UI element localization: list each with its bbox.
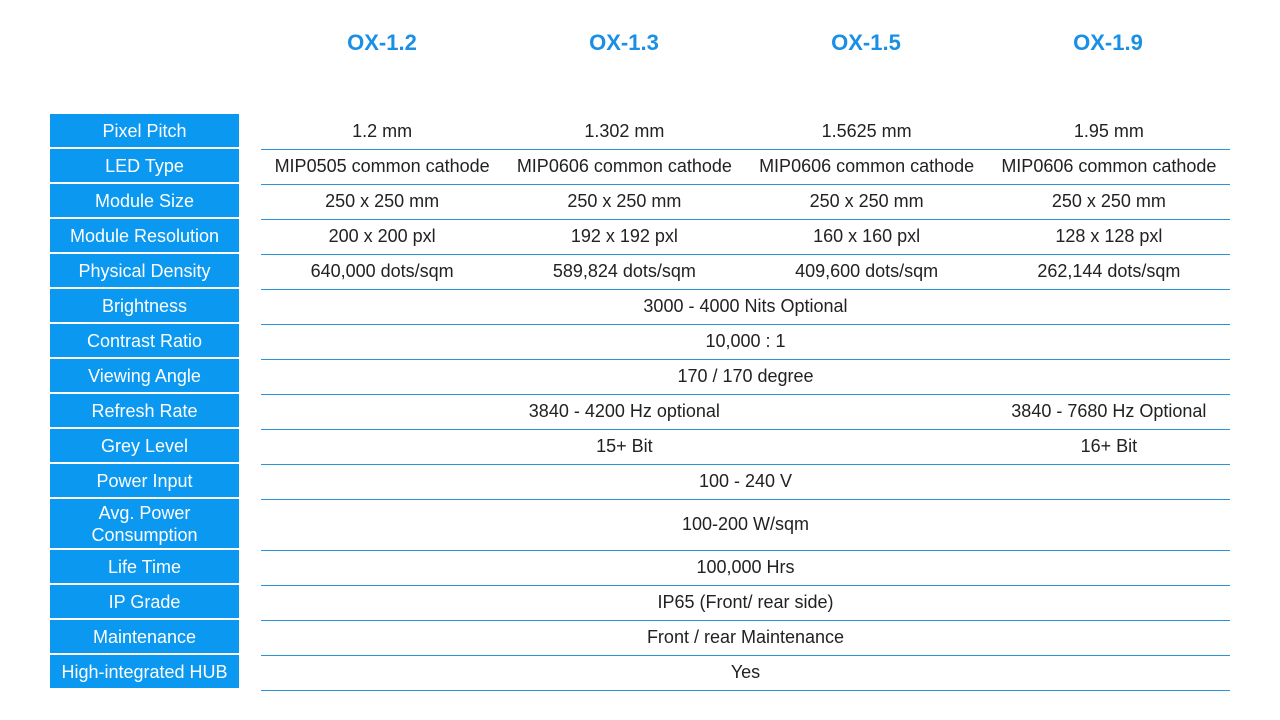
cell-pixel-pitch: 1.95 mm [1073, 121, 1144, 141]
cell-led-type: MIP0606 common cathode [759, 156, 975, 176]
cell-ip-grade: IP65 (Front/ rear side) [657, 592, 834, 612]
cell-grey-level: 15+ Bit [596, 436, 653, 456]
cell-physical-density: 262,144 dots/sqm [1037, 261, 1181, 281]
cell-module-size: 250 x 250 mm [325, 191, 440, 211]
cell-brightness: 3000 - 4000 Nits Optional [643, 296, 848, 316]
cell-physical-density: 409,600 dots/sqm [795, 261, 939, 281]
row-label-physical-density: Physical Density [50, 254, 239, 287]
model-title-ox-1-9: OX-1.9 [1073, 30, 1143, 55]
cell-power-input: 100 - 240 V [698, 471, 793, 491]
cell-refresh-rate: 3840 - 4200 Hz optional [528, 401, 720, 421]
row-label-line: Avg. Power [98, 502, 191, 523]
cell-refresh-rate: 3840 - 7680 Hz Optional [1011, 401, 1207, 421]
model-title-ox-1-3: OX-1.3 [589, 30, 659, 55]
row-label-power-input: Power Input [50, 464, 239, 497]
row-label-led-type: LED Type [50, 149, 239, 182]
cell-high-integrated-hub: Yes [730, 662, 761, 682]
row-label-avg-power-consumption [50, 499, 239, 548]
cell-avg-power-consumption: 100-200 W/sqm [681, 514, 810, 534]
row-label-grey-level: Grey Level [50, 429, 239, 462]
cell-module-resolution: 192 x 192 pxl [570, 226, 678, 246]
row-label-pixel-pitch: Pixel Pitch [50, 114, 239, 147]
cell-pixel-pitch: 1.5625 mm [821, 121, 912, 141]
cell-maintenance: Front / rear Maintenance [646, 627, 845, 647]
row-label-high-integrated-hub: High-integrated HUB [50, 655, 239, 688]
cell-module-size: 250 x 250 mm [567, 191, 682, 211]
cell-pixel-pitch: 1.302 mm [584, 121, 665, 141]
row-label-contrast-ratio: Contrast Ratio [50, 324, 239, 357]
model-title-ox-1-5: OX-1.5 [831, 30, 901, 55]
row-label-brightness: Brightness [50, 289, 239, 322]
cell-viewing-angle: 170 / 170 degree [677, 366, 814, 386]
cell-physical-density: 640,000 dots/sqm [310, 261, 454, 281]
row-divider [261, 690, 1230, 691]
cell-led-type: MIP0606 common cathode [1001, 156, 1217, 176]
cell-physical-density: 589,824 dots/sqm [552, 261, 696, 281]
cell-module-resolution: 128 x 128 pxl [1055, 226, 1163, 246]
cell-led-type: MIP0505 common cathode [274, 156, 490, 176]
cell-led-type: MIP0606 common cathode [516, 156, 732, 176]
row-label-line: Consumption [91, 524, 198, 545]
cell-contrast-ratio: 10,000 : 1 [705, 331, 786, 351]
row-label-viewing-angle: Viewing Angle [50, 359, 239, 392]
cell-pixel-pitch: 1.2 mm [352, 121, 413, 141]
row-label-module-size: Module Size [50, 184, 239, 217]
row-label-refresh-rate: Refresh Rate [50, 394, 239, 427]
cell-module-resolution: 160 x 160 pxl [813, 226, 921, 246]
row-label-life-time: Life Time [50, 550, 239, 583]
row-label-module-resolution: Module Resolution [50, 219, 239, 252]
cell-module-size: 250 x 250 mm [809, 191, 924, 211]
row-label-ip-grade: IP Grade [50, 585, 239, 618]
cell-grey-level: 16+ Bit [1080, 436, 1138, 456]
cell-life-time: 100,000 Hrs [696, 557, 795, 577]
cell-module-size: 250 x 250 mm [1051, 191, 1166, 211]
model-title-ox-1-2: OX-1.2 [347, 30, 417, 55]
cell-module-resolution: 200 x 200 pxl [328, 226, 436, 246]
row-label-maintenance: Maintenance [50, 620, 239, 653]
